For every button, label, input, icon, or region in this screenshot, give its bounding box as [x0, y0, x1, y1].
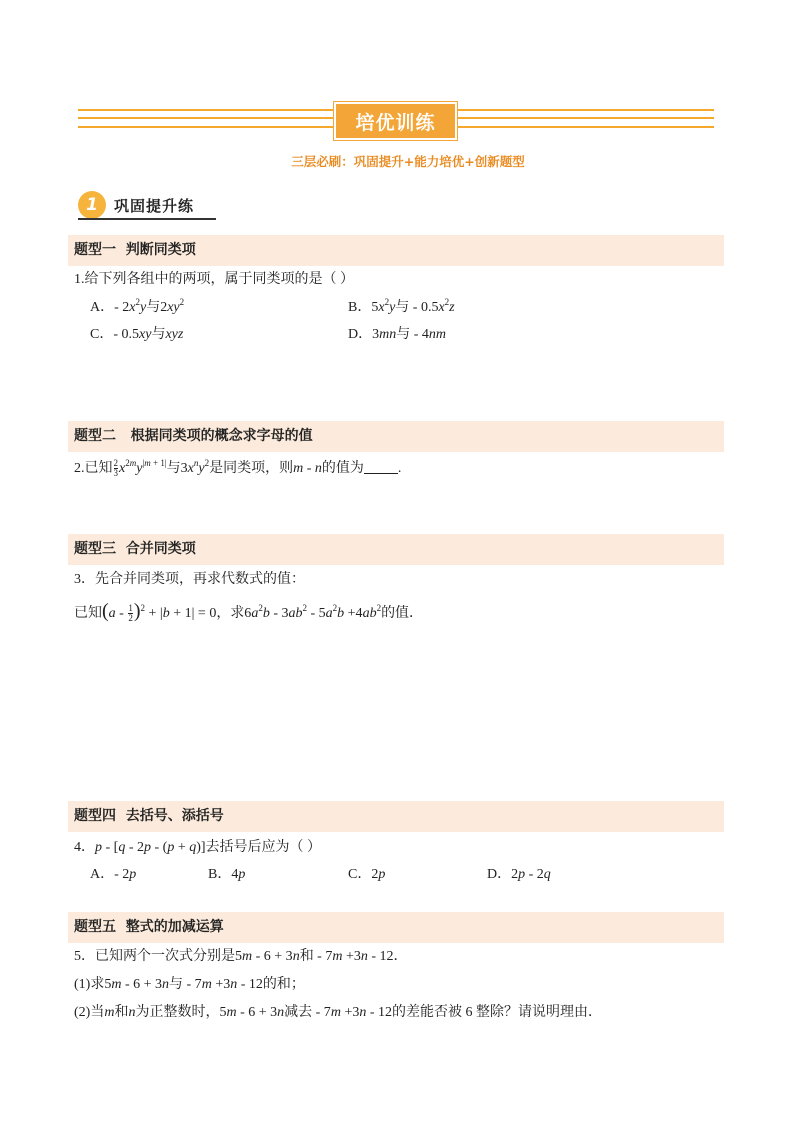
question-2-stem: 2.已知 $\frac{2}{3}$ $x^{2m}y^{|m + 1|}$与$3x^ny^2$是同类项，则m - n的值为 . — [74, 458, 402, 479]
type-bar-3: 题型三 合并同类项 — [68, 534, 724, 565]
question-1-option-b[interactable]: B．$5x^2y$与 - $0.5x^2z$ — [348, 297, 455, 315]
type-bar-1: 题型一 判断同类项 — [68, 235, 724, 266]
section-underline — [78, 218, 216, 220]
question-3-expression: 已知(a - $\frac{1}{2}$ )$^2$ + |b + 1| = 0，求$6a^2b - 3ab^2 - 5a^2b +4ab^2$的值． — [74, 600, 424, 624]
question-1-option-d[interactable]: D．3mn与 - 4nm — [348, 327, 447, 342]
type-bar-5: 题型五 整式的加减运算 — [68, 912, 724, 943]
question-1-option-a[interactable]: A．- $2x^2y$与$2xy^2$ — [90, 297, 185, 315]
question-4-option-c[interactable]: C．2p — [348, 867, 386, 882]
type-bar-2: 题型二 根据同类项的概念求字母的值 — [68, 421, 724, 452]
question-4-option-b[interactable]: B．4p — [208, 867, 246, 882]
section-title: 巩固提升练 — [114, 197, 195, 215]
question-4-option-a[interactable]: A．- 2p — [90, 867, 137, 882]
section-number-badge: 1 — [78, 191, 106, 219]
question-5-part-2: (2)当m和n为正整数时，5m - 6 + 3n减去 - 7m +3n - 12的差能否被 6 整除？请说明理由． — [74, 1005, 603, 1020]
question-5-part-1: (1)求5m - 6 + 3n与 - 7m +3n - 12的和； — [74, 977, 305, 992]
question-5-stem: 5．已知两个一次式分别是5m - 6 + 3n和 - 7m +3n - 12． — [74, 949, 408, 964]
question-3-stem: 3．先合并同类项，再求代数式的值： — [74, 572, 305, 587]
question-1-stem: 1.给下列各组中的两项，属于同类项的是（ ） — [74, 272, 354, 287]
banner-title: 培优训练 — [336, 104, 455, 138]
question-4-stem: 4．p - [q - 2p - (p + q)]去括号后应为（ ） — [74, 840, 322, 855]
page-subtitle: 三层必刷：巩固提升+能力培优+创新题型 — [291, 154, 525, 169]
question-4-option-d[interactable]: D．2p - 2q — [487, 867, 551, 882]
type-bar-4: 题型四 去括号、添括号 — [68, 801, 724, 832]
question-1-option-c[interactable]: C．- 0.5xy与xyz — [90, 327, 184, 342]
